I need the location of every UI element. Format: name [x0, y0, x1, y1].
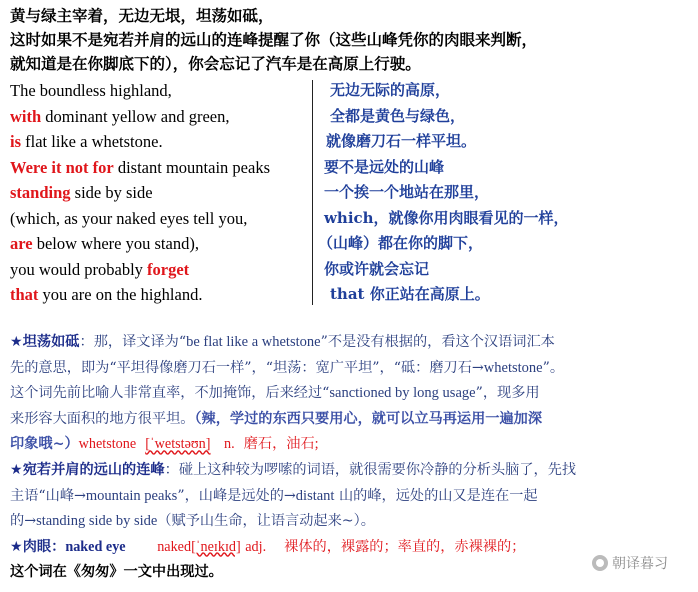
- text-row: [8, 282, 688, 308]
- note-line: 的→standing side by side（赋予山生命，让语言动起来~）。: [10, 513, 375, 530]
- note-line: 这个词在《匆匆》一文中出现过。: [10, 564, 223, 581]
- text-row: [8, 180, 688, 206]
- note-line: ★肉眼：naked eye naked[ˈneɪkɪd] adj. 裸体的，裸露的；率直的，赤裸裸的；: [10, 538, 526, 555]
- star-icon: ★: [10, 334, 23, 350]
- english-line: is flat like a whetstone.: [10, 132, 163, 151]
- note-term: 肉眼：: [22, 538, 66, 555]
- intro-paragraph: [10, 4, 690, 76]
- chinese-line: 你或许就会忘记: [324, 259, 430, 278]
- note-line: 来形容大面积的地方很平坦。（辣，学过的东西只要用心，就可以立马再运用一遍加深: [10, 410, 543, 427]
- english-line: that you are on the highland.: [10, 285, 203, 304]
- chinese-line: 要不是远处的山峰: [324, 157, 445, 176]
- text-row: [8, 129, 688, 155]
- chinese-line: that 你正站在高原上。: [330, 285, 490, 303]
- note-line: 这个词先前比喻人非常直率，不加掩饰，后来经过“sanctioned by long usage”，现多用: [10, 385, 540, 402]
- text-row: [8, 155, 688, 181]
- parallel-text: [8, 78, 688, 308]
- chinese-line: 一个挨一个地站在那里，: [324, 183, 490, 201]
- star-icon: ★: [10, 461, 23, 478]
- wechat-logo-icon: [592, 555, 608, 571]
- note-line: 印象哦~）whetstone [ˈwetstəʊn] n. 磨石，油石;: [10, 436, 319, 453]
- text-row: [8, 206, 688, 232]
- text-row: [8, 257, 688, 283]
- watermark: 朝译暮习: [592, 553, 668, 573]
- note-line: ★宛若并肩的远山的连峰：碰上这种较为啰嗦的词语，就很需要你冷静的分析头脑了，先找: [10, 461, 577, 478]
- intro-line: 这时如果不是宛若并肩的远山的连峰提醒了你（这些山峰凭你的肉眼来判断，: [10, 30, 538, 49]
- english-line: (which, as your naked eyes tell you,: [10, 208, 248, 228]
- english-line: are below where you stand),: [10, 234, 199, 253]
- english-line: with dominant yellow and green,: [10, 106, 230, 126]
- star-icon: ★: [10, 538, 23, 555]
- intro-line: 就知道是在你脚底下的），你会忘记了汽车是在高原上行驶。: [10, 54, 421, 73]
- text-row: [8, 78, 688, 104]
- note-line: 先的意思，即为“平坦得像磨刀石一样”，“坦荡：宽广平坦”，“砥：磨刀石→whetstone”。: [10, 359, 565, 376]
- note-term: 坦荡如砥: [22, 334, 80, 350]
- notes-section: [10, 330, 690, 586]
- note-term: 宛若并肩的远山的连峰: [22, 461, 165, 478]
- note-line: ★坦荡如砥：那，译文译为“be flat like a whetstone”不是没有根据的，看这个汉语词汇本: [10, 334, 555, 350]
- text-row: [8, 231, 688, 257]
- english-line: you would probably forget: [10, 259, 190, 279]
- english-line: The boundless highland,: [10, 81, 172, 100]
- chinese-line: 全都是黄色与绿色，: [330, 106, 466, 125]
- chinese-line: 无边无际的高原，: [330, 81, 451, 99]
- chinese-line: which，就像你用肉眼看见的一样，: [324, 208, 569, 227]
- chinese-line: （山峰）都在你的脚下，: [318, 234, 484, 252]
- intro-line: 黄与绿主宰着，无边无垠，坦荡如砥，: [10, 6, 274, 25]
- chinese-line: 就像磨刀石一样平坦。: [326, 132, 477, 150]
- note-line: 主语“山峰→mountain peaks”，山峰是远处的→distant 山的峰，远处的山又是连在一起: [10, 487, 538, 504]
- english-line: Were it not for distant mountain peaks: [10, 157, 270, 177]
- text-row: [8, 104, 688, 130]
- english-line: standing side by side: [10, 183, 153, 202]
